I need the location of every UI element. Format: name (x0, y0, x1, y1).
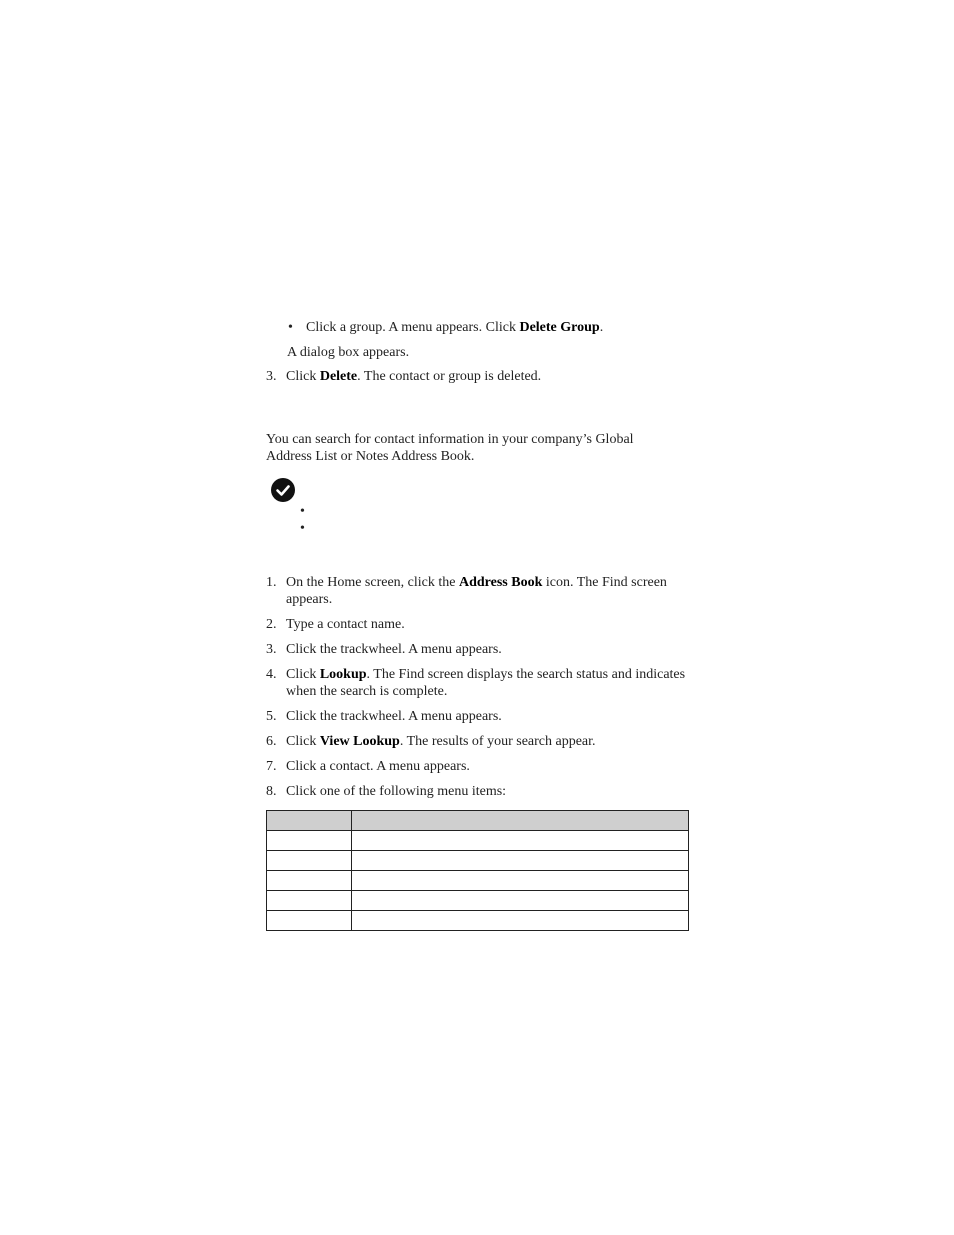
step-number: 8. (266, 784, 277, 799)
delete-group-bullet-text: Click a group. A menu appears. Click Delete Group. (306, 320, 604, 335)
step-text: Click a contact. A menu appears. (286, 759, 470, 774)
table-cell (267, 911, 352, 931)
step-number: 1. (266, 575, 277, 590)
table-cell (352, 831, 689, 851)
note-bullet: • (300, 521, 305, 536)
table-cell (352, 891, 689, 911)
intro-line-2: Address List or Notes Address Book. (266, 449, 475, 464)
step-text: Click the trackwheel. A menu appears. (286, 642, 502, 657)
step-text: On the Home screen, click the Address Book icon. The Find screen appears. (286, 575, 667, 607)
table-row (267, 911, 689, 931)
checkmark-circle-icon (271, 478, 295, 502)
step-number: 3. (266, 369, 277, 384)
table-header-row (267, 811, 689, 831)
dialog-box-text: A dialog box appears. (287, 345, 410, 360)
table-cell (352, 851, 689, 871)
bullet-marker: • (288, 320, 293, 335)
delete-step-text: Click Delete. The contact or group is deleted. (286, 369, 542, 384)
step-number: 4. (266, 667, 277, 682)
step-text: Click View Lookup. The results of your search appear. (286, 734, 596, 749)
table-row (267, 891, 689, 911)
step-text: Click Lookup. The Find screen displays the search status and indicates when the search is complete. (286, 667, 686, 699)
table-row (267, 851, 689, 871)
table-cell (352, 871, 689, 891)
note-bullet: • (300, 504, 305, 519)
step-number: 6. (266, 734, 277, 749)
intro-line-1: You can search for contact information in your company’s Global (266, 432, 634, 447)
table-cell (267, 871, 352, 891)
table-header-cell (352, 811, 689, 831)
table-row (267, 831, 689, 851)
table-cell (267, 831, 352, 851)
step-text: Click the trackwheel. A menu appears. (286, 709, 502, 724)
table-row (267, 871, 689, 891)
menu-items-table (266, 810, 689, 931)
step-number: 2. (266, 617, 277, 632)
step-number: 5. (266, 709, 277, 724)
step-text: Click one of the following menu items: (286, 784, 507, 799)
table-cell (267, 891, 352, 911)
step-number: 7. (266, 759, 277, 774)
table-header-cell (267, 811, 352, 831)
table-cell (267, 851, 352, 871)
table-cell (352, 911, 689, 931)
step-number: 3. (266, 642, 277, 657)
step-text: Type a contact name. (286, 617, 405, 632)
